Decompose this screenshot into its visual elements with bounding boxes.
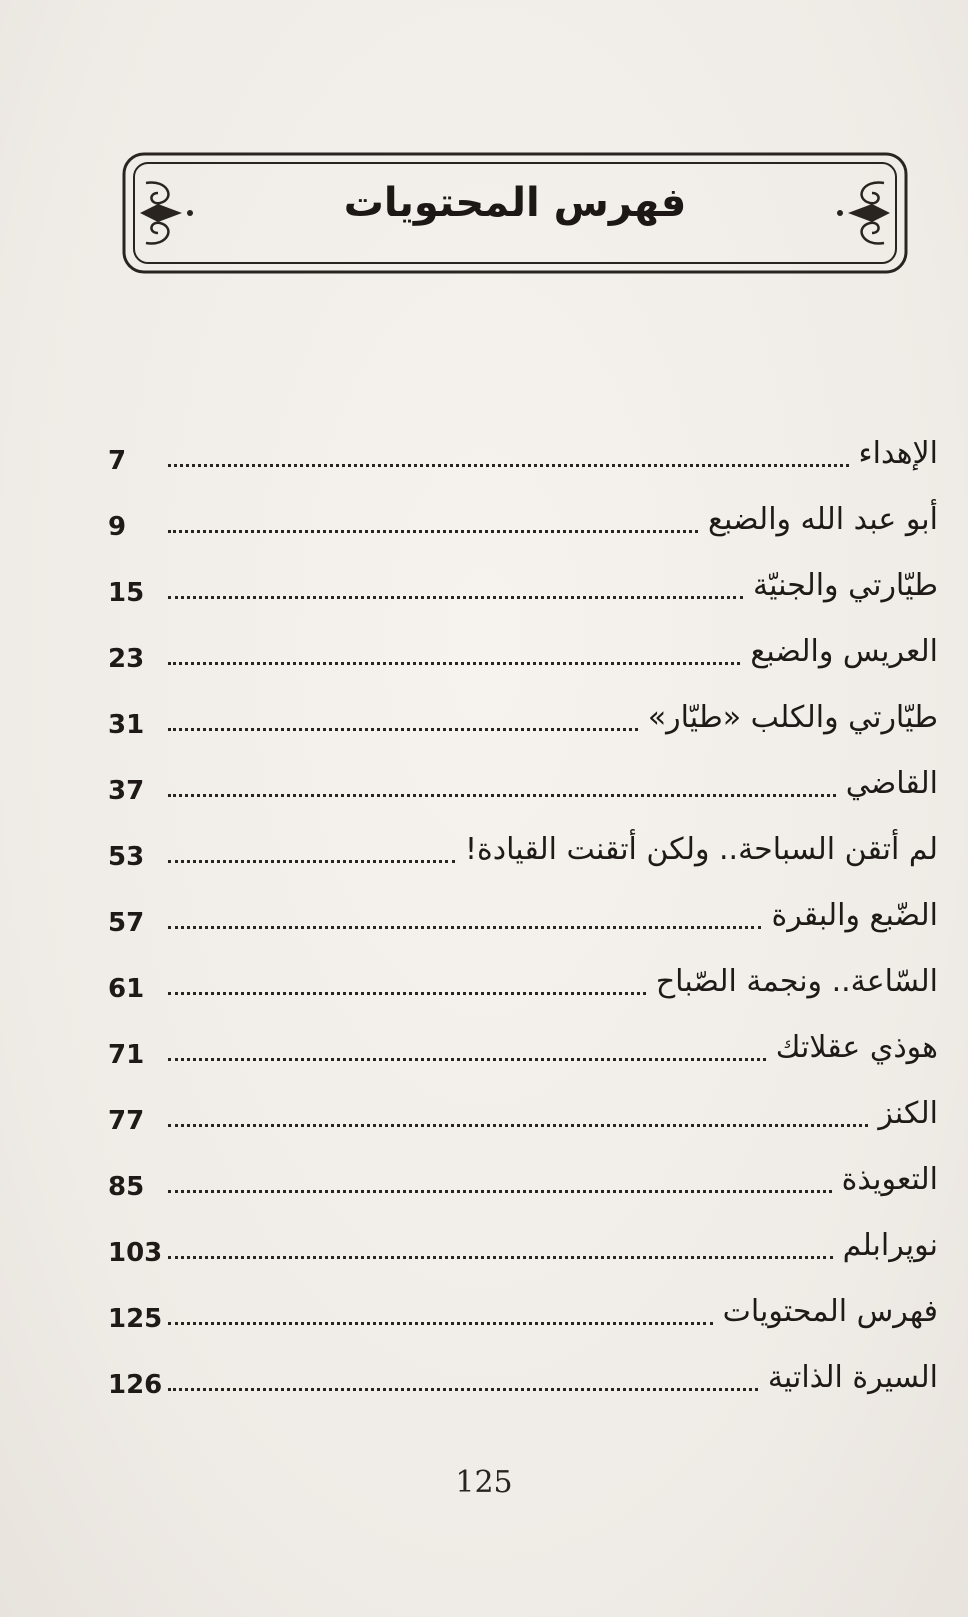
- toc-entry-title: فهرس المحتويات: [722, 1293, 938, 1329]
- toc-entry-page: 37: [108, 776, 145, 806]
- toc-dot-leader: [168, 860, 455, 863]
- toc-entry-title: طيّارتي والجنيّة: [753, 567, 938, 603]
- toc-entry[interactable]: [108, 1014, 938, 1080]
- toc-entry-title: القاضي: [845, 765, 938, 801]
- toc-entry-title: طيّارتي والكلب «طيّار»: [647, 699, 938, 735]
- toc-entry[interactable]: [108, 486, 938, 552]
- toc-dot-leader: [168, 530, 698, 533]
- toc-entry-page: 23: [108, 644, 145, 674]
- toc-dot-leader: [168, 464, 849, 467]
- heading-frame: [120, 148, 910, 278]
- toc-entry-title: نوپرابلم: [842, 1227, 938, 1263]
- toc-dot-leader: [168, 1124, 868, 1127]
- page-title: فهرس المحتويات: [343, 180, 687, 226]
- toc-entry[interactable]: [108, 684, 938, 750]
- toc-entry-page: 7: [108, 446, 127, 476]
- toc-dot-leader: [168, 596, 743, 599]
- toc-entry[interactable]: [108, 1344, 938, 1410]
- table-of-contents: [108, 420, 938, 1410]
- toc-dot-leader: [168, 1058, 766, 1061]
- toc-entry-page: 103: [108, 1238, 163, 1268]
- toc-dot-leader: [168, 1256, 833, 1259]
- toc-entry-title: الكنز: [878, 1095, 938, 1131]
- toc-dot-leader: [168, 1322, 713, 1325]
- toc-entry[interactable]: [108, 1212, 938, 1278]
- toc-dot-leader: [168, 926, 761, 929]
- toc-entry[interactable]: [108, 1080, 938, 1146]
- toc-entry[interactable]: [108, 618, 938, 684]
- toc-entry-title: العريس والضبع: [750, 633, 938, 669]
- toc-entry-page: 77: [108, 1106, 145, 1136]
- toc-dot-leader: [168, 992, 646, 995]
- toc-entry[interactable]: [108, 816, 938, 882]
- toc-dot-leader: [168, 794, 836, 797]
- toc-entry[interactable]: [108, 552, 938, 618]
- toc-entry-title: أبو عبد الله والضبع: [708, 501, 938, 537]
- toc-entry-page: 125: [108, 1304, 163, 1334]
- toc-entry[interactable]: [108, 1278, 938, 1344]
- toc-entry-page: 15: [108, 578, 145, 608]
- toc-entry-title: الضّبع والبقرة: [771, 897, 938, 933]
- toc-entry-title: لم أتقن السباحة.. ولكن أتقنت القيادة!: [465, 831, 938, 867]
- toc-entry[interactable]: [108, 882, 938, 948]
- toc-entry[interactable]: [108, 1146, 938, 1212]
- toc-entry[interactable]: [108, 420, 938, 486]
- toc-entry-page: 9: [108, 512, 127, 542]
- toc-entry-page: 61: [108, 974, 145, 1004]
- toc-dot-leader: [168, 662, 740, 665]
- toc-entry-page: 85: [108, 1172, 145, 1202]
- toc-dot-leader: [168, 1388, 758, 1391]
- toc-entry-page: 126: [108, 1370, 163, 1400]
- toc-entry-title: الإهداء: [858, 435, 938, 471]
- toc-entry-page: 53: [108, 842, 145, 872]
- toc-entry[interactable]: [108, 750, 938, 816]
- toc-entry-page: 71: [108, 1040, 145, 1070]
- toc-entry-page: 57: [108, 908, 145, 938]
- toc-entry-title: التعويذة: [841, 1161, 938, 1197]
- toc-entry[interactable]: [108, 948, 938, 1014]
- page-number: 125: [455, 1465, 513, 1500]
- toc-entry-page: 31: [108, 710, 145, 740]
- toc-dot-leader: [168, 1190, 832, 1193]
- toc-entry-title: السّاعة.. ونجمة الصّباح: [655, 963, 938, 999]
- toc-entry-title: السيرة الذاتية: [767, 1359, 938, 1395]
- toc-entry-title: هوذي عقلاتك: [775, 1029, 938, 1065]
- toc-dot-leader: [168, 728, 638, 731]
